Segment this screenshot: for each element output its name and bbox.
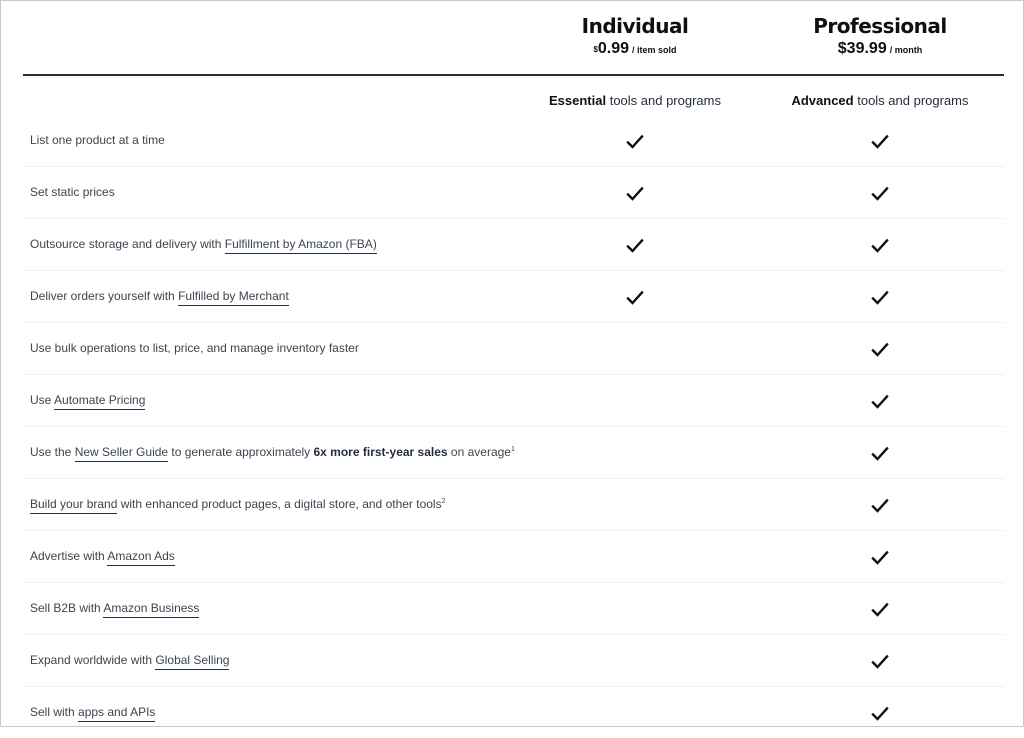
feature-text: Set static prices <box>30 185 115 199</box>
feature-text: Deliver orders yourself with <box>30 289 179 303</box>
table-row <box>23 531 1004 583</box>
table-row <box>23 271 1004 323</box>
feature-text: Expand worldwide with <box>30 653 156 667</box>
checkmark-icon <box>871 393 889 411</box>
checkmark-icon <box>871 289 889 307</box>
checkmark-icon <box>871 341 889 359</box>
individual-plan-price <box>515 40 755 59</box>
checkmark-icon <box>626 237 644 255</box>
checkmark-icon <box>871 497 889 515</box>
checkmark-icon <box>871 705 889 723</box>
feature-text: to generate approximately <box>168 445 314 459</box>
table-row <box>23 323 1004 375</box>
table-row <box>23 219 1004 271</box>
feature-text: Advertise with <box>30 549 108 563</box>
professional-tier-label <box>760 93 1000 108</box>
professional-price-amount: $39.99 <box>837 40 887 57</box>
table-row <box>23 375 1004 427</box>
feature-text: Sell with <box>30 705 79 719</box>
checkmark-icon <box>871 237 889 255</box>
feature-description <box>30 393 145 407</box>
feature-description <box>30 185 115 199</box>
feature-text: Outsource storage and delivery with <box>30 237 225 251</box>
feature-description <box>30 237 377 251</box>
footnote-marker: 1 <box>510 446 515 453</box>
feature-text: with enhanced product pages, a digital store, and other tools <box>117 497 442 511</box>
feature-link[interactable]: Global Selling <box>155 653 229 670</box>
professional-plan-price <box>760 40 1000 59</box>
table-row <box>23 635 1004 687</box>
individual-tier-strong: Essential <box>549 93 607 108</box>
header-divider <box>23 74 1004 76</box>
feature-text: on average <box>447 445 511 459</box>
checkmark-icon <box>626 185 644 203</box>
professional-plan-name: Professional <box>813 14 947 38</box>
feature-description <box>30 445 515 459</box>
checkmark-icon <box>871 133 889 151</box>
feature-link[interactable]: Amazon Business <box>103 601 199 618</box>
professional-tier-rest: tools and programs <box>853 93 969 108</box>
feature-description <box>30 341 359 355</box>
individual-price-currency: $ <box>593 45 598 54</box>
feature-link[interactable]: Automate Pricing <box>54 393 145 410</box>
feature-link[interactable]: Fulfillment by Amazon (FBA) <box>225 237 377 254</box>
footnote-marker: 2 <box>441 498 446 505</box>
feature-text: List one product at a time <box>30 133 165 147</box>
feature-link[interactable]: apps and APIs <box>78 705 155 722</box>
individual-tier-rest: tools and programs <box>606 93 721 108</box>
feature-emphasis: 6x more first-year sales <box>313 445 448 459</box>
feature-description <box>30 289 289 303</box>
checkmark-icon <box>626 289 644 307</box>
individual-plan-name: Individual <box>581 14 689 38</box>
feature-link[interactable]: Fulfilled by Merchant <box>178 289 289 306</box>
feature-rows <box>23 115 1004 738</box>
table-row <box>23 427 1004 479</box>
individual-price-amount: 0.99 <box>597 40 630 57</box>
feature-description <box>30 705 155 719</box>
table-row <box>23 583 1004 635</box>
feature-text: Use <box>30 393 55 407</box>
table-row <box>23 687 1004 738</box>
table-row <box>23 167 1004 219</box>
professional-plan-header <box>760 13 1000 59</box>
feature-link[interactable]: Build your brand <box>30 497 117 514</box>
checkmark-icon <box>871 653 889 671</box>
table-row <box>23 115 1004 167</box>
feature-link[interactable]: Amazon Ads <box>107 549 174 566</box>
feature-description <box>30 653 229 667</box>
checkmark-icon <box>626 133 644 151</box>
feature-description <box>30 601 199 615</box>
feature-link[interactable]: New Seller Guide <box>75 445 168 462</box>
checkmark-icon <box>871 445 889 463</box>
individual-tier-label <box>515 93 755 108</box>
feature-description <box>30 549 175 563</box>
checkmark-icon <box>871 601 889 619</box>
checkmark-icon <box>871 549 889 567</box>
individual-price-unit: / item sold <box>632 45 677 55</box>
professional-tier-strong: Advanced <box>791 93 854 108</box>
feature-description <box>30 497 446 511</box>
individual-plan-header <box>515 13 755 59</box>
table-row <box>23 479 1004 531</box>
professional-price-unit: / month <box>889 45 923 55</box>
checkmark-icon <box>871 185 889 203</box>
feature-text: Use bulk operations to list, price, and manage inventory faster <box>30 341 359 355</box>
feature-text: Use the <box>30 445 75 459</box>
feature-text: Sell B2B with <box>30 601 104 615</box>
feature-description <box>30 133 165 147</box>
